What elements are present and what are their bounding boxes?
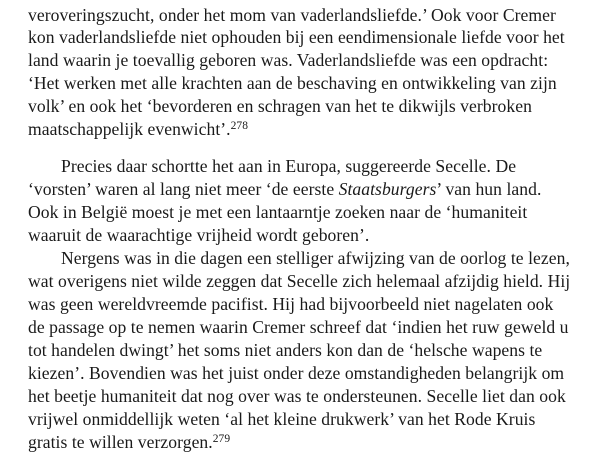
text-line: Ook in België moest je met een lantaarntje zoeken naar de ‘humaniteit <box>28 202 528 222</box>
text-line: land waarin je toevallig geboren was. Vaderlandsliefde was een opdracht: <box>28 50 549 70</box>
text-run: ‘vorsten’ waren al lang niet meer ‘de eerste <box>28 179 339 199</box>
text-line: waaruit de waarachtige vrijheid wordt geboren’. <box>28 225 370 245</box>
text-line <box>28 432 230 452</box>
text-line: kon vaderlandsliefde niet ophouden bij een eendimensionale liefde voor het <box>28 27 565 47</box>
text-line <box>28 179 541 199</box>
text-line: ‘Het werken met alle krachten aan de beschaving en ontwikkeling van zijn <box>28 73 557 93</box>
text-run: gratis te willen verzorgen. <box>28 432 213 452</box>
text-run: ’ van hun land. <box>436 179 542 199</box>
text-line: volk’ en ook het ‘bevorderen en schragen van het te dikwijls verbroken <box>28 96 532 116</box>
text-run: maatschappelijk evenwicht’. <box>28 119 231 139</box>
text-line: Precies daar schortte het aan in Europa, suggereerde Secelle. De <box>61 156 517 176</box>
text-line: het beetje humaniteit dat nog over was te ondersteunen. Secelle liet dan ook <box>28 386 566 406</box>
text-line: was geen wereldvreemde pacifist. Hij had bijvoorbeeld niet nagelaten ook <box>28 294 554 314</box>
text-line: veroveringszucht, onder het mom van vaderlandsliefde.’ Ook voor Cremer <box>28 5 556 25</box>
footnote-marker: 279 <box>212 433 231 445</box>
text-line: kiezen’. Bovendien was het juist onder deze omstandigheden belangrijk om <box>28 363 565 383</box>
text-line: tot handelen dwingt’ het soms niet anders kon dan de ‘helsche wapens te <box>28 340 543 360</box>
italic-term: Staatsburgers <box>338 179 437 199</box>
footnote-marker: 278 <box>230 120 249 132</box>
text-line: Nergens was in die dagen een stelliger afwijzing van de oorlog te lezen, <box>61 248 570 268</box>
text-line <box>28 119 248 139</box>
text-line: de passage op te nemen waarin Cremer schreef dat ‘indien het ruw geweld u <box>28 317 569 337</box>
text-line: vrijwel onmiddellijk weten ‘al het kleine drukwerk’ van het Rode Kruis <box>28 409 536 429</box>
text-line: wat overigens niet wilde zeggen dat Secelle zich helemaal afzijdig hield. Hij <box>28 271 571 291</box>
